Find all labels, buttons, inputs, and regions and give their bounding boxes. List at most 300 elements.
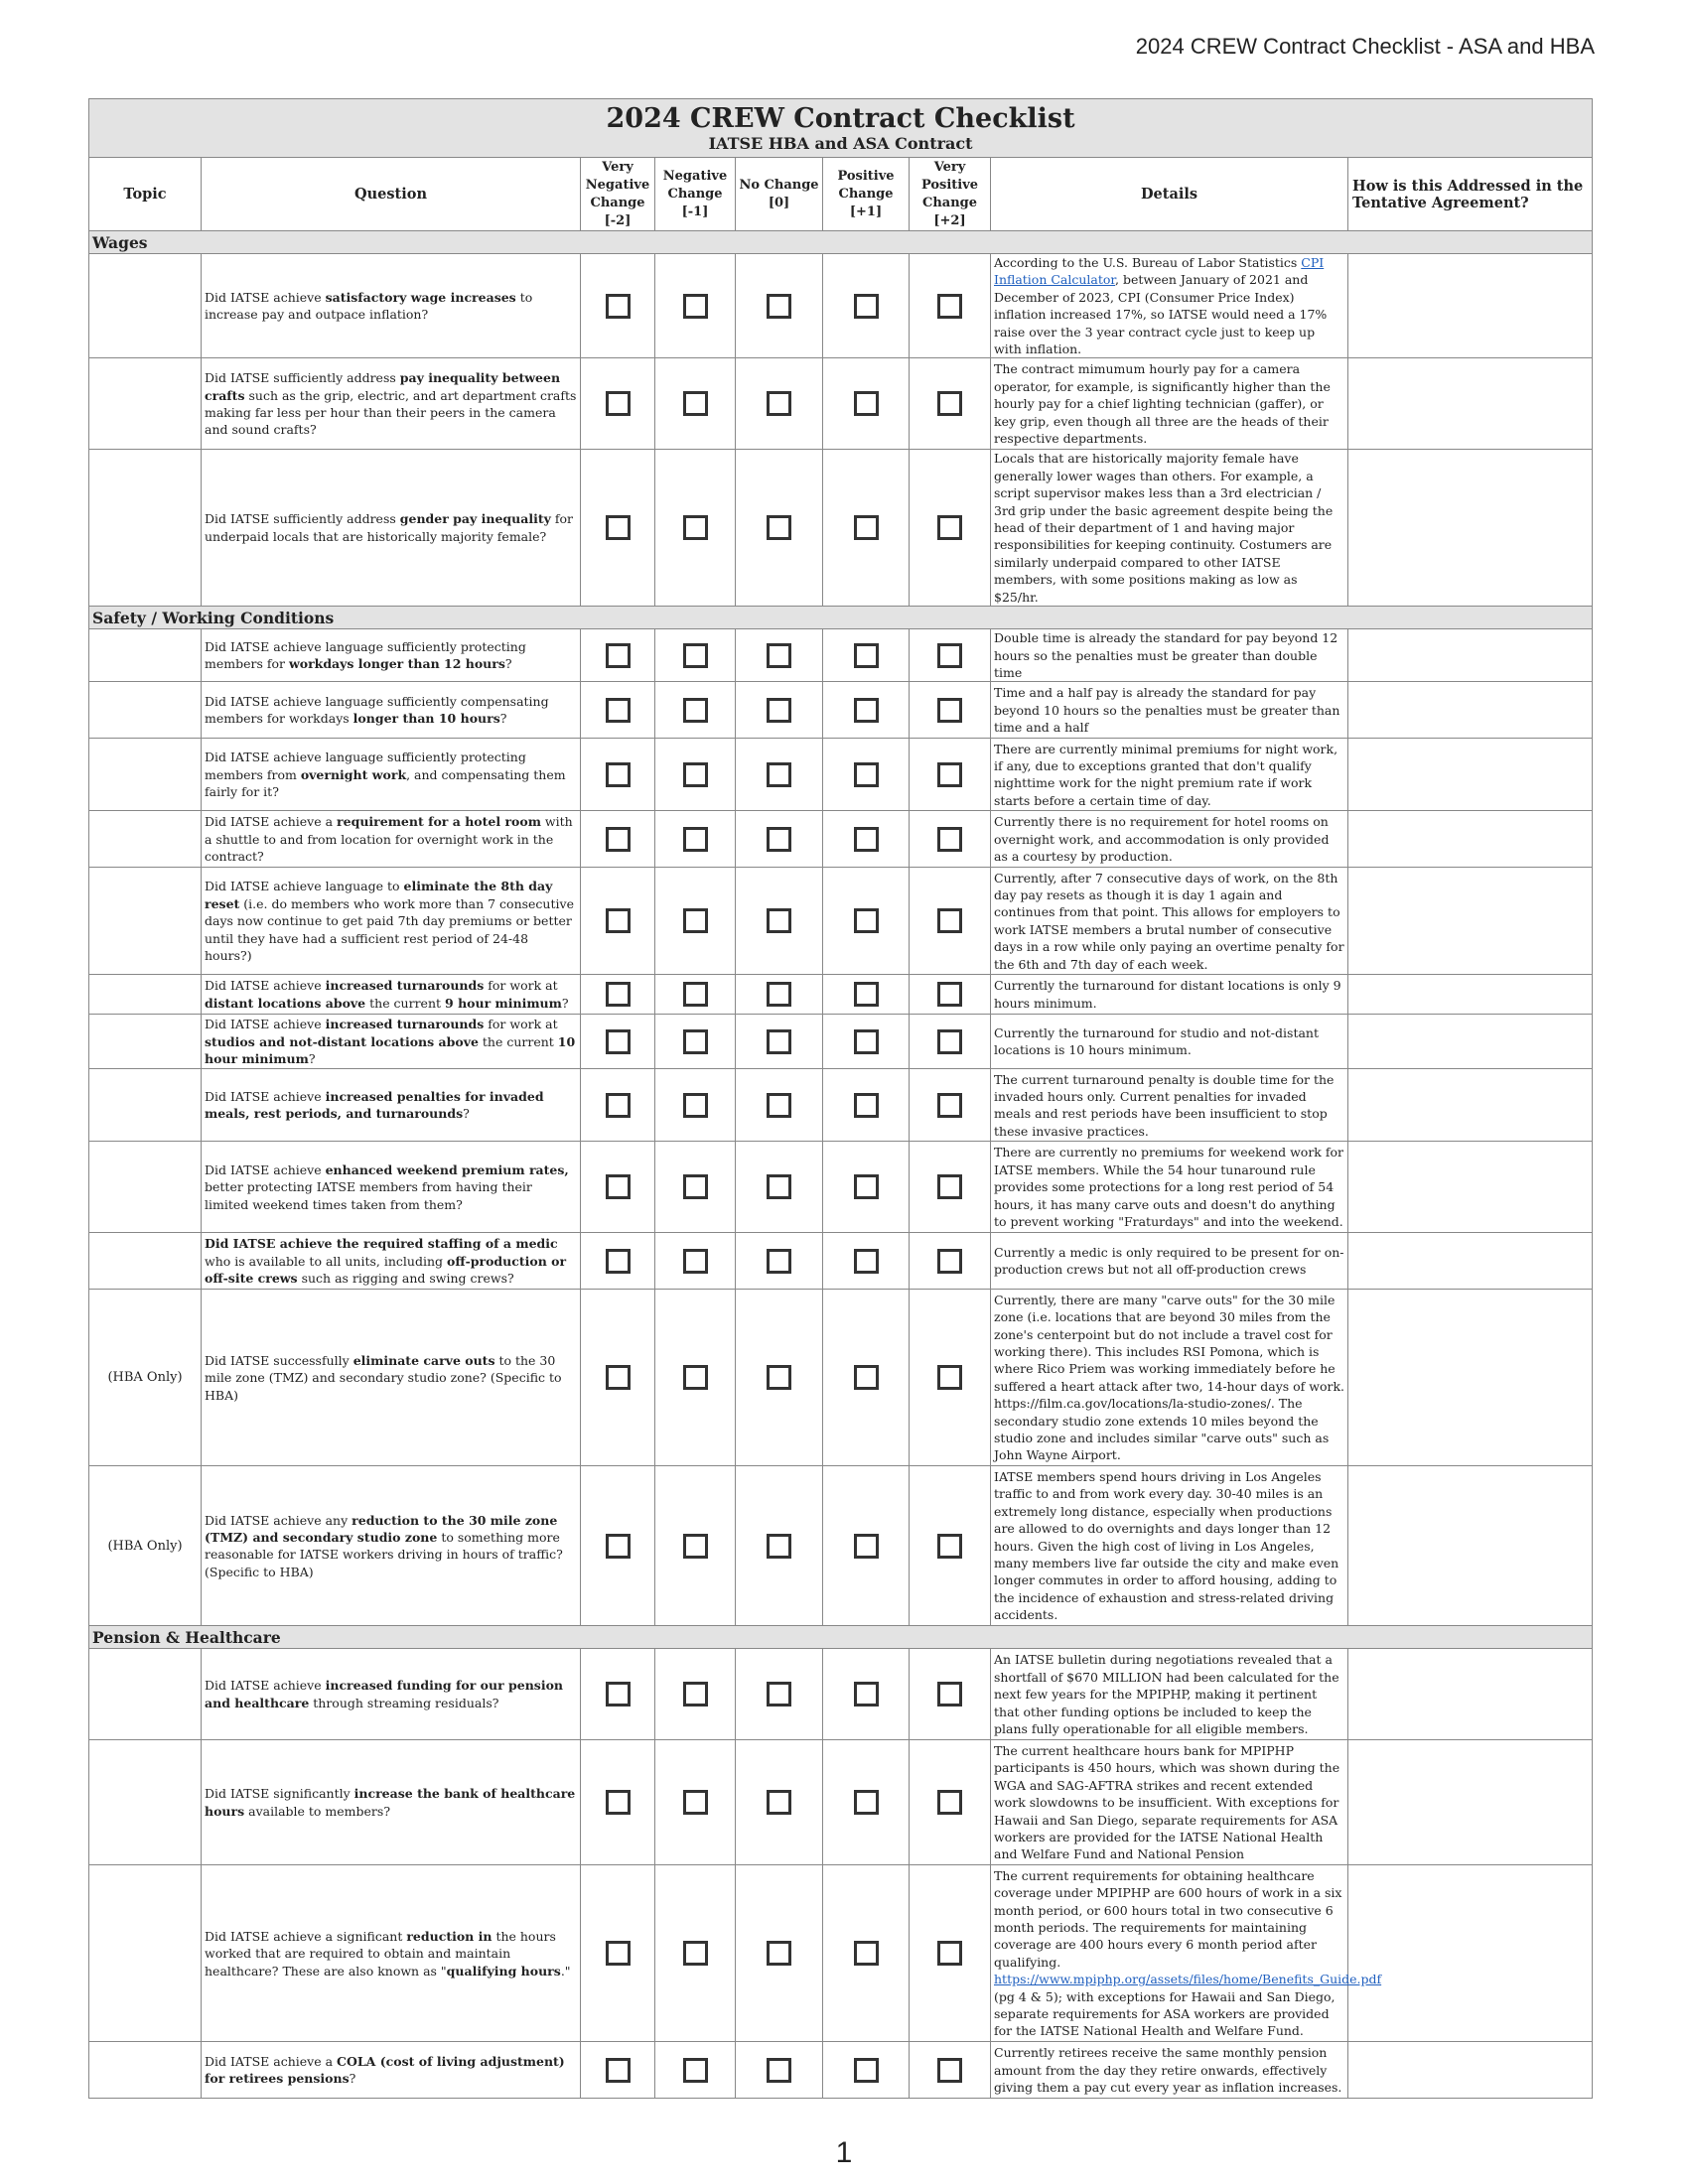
question-text: the current [478,1033,558,1049]
rating-checkbox-no-change[interactable] [767,698,791,723]
rating-cell-negative [655,1865,736,2042]
rating-checkbox-positive[interactable] [854,762,879,787]
question-cell [202,975,581,1015]
rating-cell-very-negative [581,1233,655,1290]
rating-header-very-positive: Very Positive Change [+2] [910,158,991,231]
question-cell [202,1466,581,1626]
tentative-agreement-cell[interactable] [1348,629,1593,682]
tentative-agreement-cell[interactable] [1348,1290,1593,1466]
topic-cell [89,629,202,682]
topic-cell [89,2042,202,2099]
checklist-row [89,739,1593,811]
rating-checkbox-positive[interactable] [854,294,879,319]
rating-checkbox-very-negative[interactable] [606,982,631,1007]
rating-cell-positive [823,975,910,1015]
rating-checkbox-positive[interactable] [854,698,879,723]
rating-checkbox-no-change[interactable] [767,1093,791,1118]
tentative-agreement-cell[interactable] [1348,1069,1593,1142]
details-cell [991,1649,1348,1740]
rating-checkbox-very-negative[interactable] [606,1029,631,1054]
rating-checkbox-positive[interactable] [854,1534,879,1559]
question-text: Did IATSE sufficiently address [205,370,400,386]
rating-checkbox-no-change[interactable] [767,391,791,416]
column-header-row [89,158,1593,231]
rating-checkbox-negative[interactable] [683,1941,708,1966]
rating-cell-positive [823,2042,910,2099]
rating-checkbox-very-positive[interactable] [937,294,962,319]
rating-checkbox-no-change[interactable] [767,1534,791,1559]
rating-checkbox-very-positive[interactable] [937,1790,962,1815]
question-cell [202,811,581,868]
rating-checkbox-negative[interactable] [683,1029,708,1054]
checklist-row [89,682,1593,739]
rating-checkbox-negative[interactable] [683,643,708,668]
question-text: to increase pay and outpace inflation? [205,289,533,323]
rating-checkbox-very-positive[interactable] [937,1682,962,1706]
document-title: 2024 CREW Contract Checklist [606,103,1075,134]
rating-checkbox-very-positive[interactable] [937,515,962,540]
rating-checkbox-no-change[interactable] [767,643,791,668]
rating-checkbox-positive[interactable] [854,1029,879,1054]
rating-checkbox-very-negative[interactable] [606,698,631,723]
rating-checkbox-very-negative[interactable] [606,1941,631,1966]
checklist-row [89,450,1593,607]
tentative-agreement-cell[interactable] [1348,1740,1593,1865]
rating-cell-very-positive [910,1015,991,1069]
rating-cell-negative [655,811,736,868]
rating-header-very-negative: Very Negative Change [-2] [581,158,655,231]
rating-cell-positive [823,739,910,811]
rating-checkbox-very-negative[interactable] [606,391,631,416]
checklist-row [89,1649,1593,1740]
details-cell [991,629,1348,682]
question-text: Did IATSE achieve any [205,1512,352,1528]
rating-checkbox-positive[interactable] [854,515,879,540]
question-emphasis: overnight work [300,766,407,782]
question-emphasis: eliminate the 8th day reset [205,879,553,911]
details-cell [991,2042,1348,2099]
question-text: for underpaid locals that are historically majority female? [205,511,573,544]
rating-checkbox-no-change[interactable] [767,1249,791,1274]
question-emphasis: increased penalties for invaded meals, rest periods, and turnarounds [205,1088,544,1122]
rating-cell-very-negative [581,1142,655,1233]
rating-checkbox-positive[interactable] [854,1249,879,1274]
question-cell [202,450,581,607]
topic-cell [89,682,202,739]
question-emphasis: requirement for a hotel room [337,814,541,830]
details-cell [991,811,1348,868]
question-emphasis: increased turnarounds [325,1017,485,1032]
rating-checkbox-positive[interactable] [854,2058,879,2083]
question-text: such as rigging and swing crews? [297,1271,514,1287]
section-header-row [89,1626,1593,1649]
rating-cell-very-negative [581,1865,655,2042]
question-cell [202,2042,581,2099]
question-text: Did IATSE achieve language sufficiently protecting members from [205,750,526,782]
rating-checkbox-no-change[interactable] [767,1174,791,1199]
rating-cell-positive [823,1649,910,1740]
topic-cell [89,1142,202,1233]
tentative-agreement-cell[interactable] [1348,811,1593,868]
rating-checkbox-very-negative[interactable] [606,1682,631,1706]
section-title: Safety / Working Conditions [89,607,1593,629]
rating-checkbox-very-negative[interactable] [606,515,631,540]
rating-cell-negative [655,868,736,975]
rating-cell-very-positive [910,358,991,450]
question-emphasis: enhanced weekend premium rates, [325,1161,569,1177]
rating-checkbox-positive[interactable] [854,1941,879,1966]
rating-cell-negative [655,1466,736,1626]
question-emphasis: COLA (cost of living adjustment) for retirees pensions [205,2053,565,2087]
question-text: Did IATSE achieve language to [205,879,404,894]
section-title: Pension & Healthcare [89,1626,1593,1649]
rating-cell-very-positive [910,975,991,1015]
rating-checkbox-very-negative[interactable] [606,643,631,668]
tentative-agreement-cell[interactable] [1348,1015,1593,1069]
rating-checkbox-very-positive[interactable] [937,391,962,416]
tentative-agreement-cell[interactable] [1348,739,1593,811]
rating-checkbox-negative[interactable] [683,982,708,1007]
rating-checkbox-very-positive[interactable] [937,827,962,852]
rating-checkbox-very-negative[interactable] [606,1093,631,1118]
question-text: to something more reasonable for IATSE workers driving in hours of traffic? (Specific to HBA) [205,1529,563,1579]
rating-checkbox-very-negative[interactable] [606,827,631,852]
rating-cell-very-positive [910,811,991,868]
question-text: , and compensating them fairly for it? [205,766,566,800]
details-text: Currently the turnaround for studio and not-distant locations is 10 hours minimum. [994,1024,1319,1058]
title-row [89,99,1593,158]
question-text: ? [308,1051,316,1067]
question-emphasis: 10 hour minimum [205,1033,576,1067]
question-cell [202,1649,581,1740]
rating-cell-very-negative [581,868,655,975]
rating-checkbox-negative[interactable] [683,1249,708,1274]
tentative-agreement-cell[interactable] [1348,2042,1593,2099]
tentative-agreement-cell[interactable] [1348,975,1593,1015]
question-emphasis: satisfactory wage increases [325,289,516,305]
rating-checkbox-positive[interactable] [854,1093,879,1118]
topic-cell [89,1233,202,1290]
tentative-agreement-cell[interactable] [1348,682,1593,739]
rating-checkbox-negative[interactable] [683,1174,708,1199]
tentative-agreement-cell[interactable] [1348,450,1593,607]
question-text: ? [504,656,512,672]
details-text: An IATSE bulletin during negotiations revealed that a shortfall of $670 MILLION had been calculated for the next few years for the MPIPHP, making it pertinent that other funding options be included to keep the plans fully operationable for all eligible members. [994,1652,1339,1736]
rating-checkbox-no-change[interactable] [767,982,791,1007]
rating-checkbox-no-change[interactable] [767,1365,791,1390]
topic-cell [89,1649,202,1740]
question-emphasis: longer than 10 hours [352,711,500,727]
rating-checkbox-very-positive[interactable] [937,698,962,723]
details-cell [991,358,1348,450]
question-text: ." [560,1963,571,1979]
rating-cell-positive [823,629,910,682]
rating-checkbox-very-positive[interactable] [937,1365,962,1390]
details-text: Currently there is no requirement for hotel rooms on overnight work, and accommodation is only provided as a courtesy by production. [994,814,1330,865]
rating-checkbox-very-positive[interactable] [937,1029,962,1054]
rating-cell-very-negative [581,1740,655,1865]
checklist-row [89,811,1593,868]
rating-checkbox-positive[interactable] [854,827,879,852]
details-text: There are currently no premiums for weekend work for IATSE members. While the 54 hour tunaround rule provides some protections for a long rest period of 54 hours, it has many carve outs and doesn't do anything to prevent working "Fraturdays" and into the weekend. [994,1145,1343,1229]
details-cell [991,868,1348,975]
rating-cell-no-change [736,1069,823,1142]
rating-checkbox-negative[interactable] [683,294,708,319]
tentative-agreement-cell[interactable] [1348,1142,1593,1233]
rating-checkbox-very-negative[interactable] [606,762,631,787]
rating-cell-very-negative [581,682,655,739]
rating-checkbox-very-negative[interactable] [606,1174,631,1199]
tentative-agreement-cell[interactable] [1348,1865,1593,2042]
checklist-row [89,1466,1593,1626]
question-emphasis: distant locations above [205,995,366,1011]
rating-header-no-change: No Change [0] [736,158,823,231]
rating-cell-negative [655,254,736,358]
rating-checkbox-very-negative[interactable] [606,1790,631,1815]
rating-cell-positive [823,682,910,739]
rating-checkbox-negative[interactable] [683,1093,708,1118]
details-text: , between January of 2021 and December of 2023, CPI (Consumer Price Index) inflation increased 17%, so IATSE would need a 17% raise over the 3 year contract cycle just to keep up with inflation. [994,272,1328,357]
rating-checkbox-no-change[interactable] [767,762,791,787]
rating-checkbox-very-negative[interactable] [606,2058,631,2083]
document-subtitle: IATSE HBA and ASA Contract [708,134,973,153]
details-text: The contract mimumum hourly pay for a camera operator, for example, is significantly higher than the hourly pay for a chief lighting technician (gaffer), or key grip, even though all three are the heads of their respective departments. [994,361,1331,447]
question-cell [202,682,581,739]
rating-cell-very-positive [910,1233,991,1290]
rating-checkbox-very-negative[interactable] [606,1249,631,1274]
details-text: Currently, there are many "carve outs" for the 30 mile zone (i.e. locations that are beyond 30 miles from the zone's centerpoint but do not include a travel cost for working there). This includes RSI Pomona, which is where Rico Priem was working immediately before he suffered a heart attack after two, 14-hour days of work. https://film.ca.gov/locations/la-studio-zones/. The secondary studio zone extends 10 miles beyond the studio zone and includes similar "carve outs" such as John Wayne Airport. [994,1292,1345,1463]
tentative-agreement-cell[interactable] [1348,358,1593,450]
question-emphasis: pay inequality between crafts [205,370,561,403]
rating-checkbox-very-negative[interactable] [606,1365,631,1390]
details-link[interactable]: CPI Inflation Calculator [994,255,1325,288]
question-cell [202,629,581,682]
tentative-agreement-cell[interactable] [1348,1466,1593,1626]
details-cell [991,1069,1348,1142]
topic-cell [89,868,202,975]
rating-checkbox-negative[interactable] [683,1682,708,1706]
addressed-header: How is this Addressed in the Tentative Agreement? [1348,158,1593,231]
rating-checkbox-no-change[interactable] [767,515,791,540]
question-emphasis: qualifying hours [446,1963,561,1979]
rating-cell-no-change [736,2042,823,2099]
details-link[interactable]: https://www.mpiphp.org/assets/files/home/Benefits_Guide.pdf [994,1972,1382,1987]
rating-cell-no-change [736,811,823,868]
rating-checkbox-no-change[interactable] [767,294,791,319]
details-text: According to the U.S. Bureau of Labor Statistics [994,255,1302,270]
rating-checkbox-no-change[interactable] [767,1790,791,1815]
details-text: (pg 4 & 5); with exceptions for Hawaii and San Diego, separate requirements for ASA workers are provided for the IATSE National Health and Welfare Fund. [994,1988,1336,2039]
topic-cell [89,1740,202,1865]
rating-cell-no-change [736,975,823,1015]
rating-cell-very-negative [581,2042,655,2099]
rating-cell-positive [823,1015,910,1069]
rating-checkbox-negative[interactable] [683,908,708,933]
question-text: to the 30 mile zone (TMZ) and secondary studio zone? (Specific to HBA) [205,1352,562,1403]
rating-cell-very-positive [910,682,991,739]
rating-cell-no-change [736,1740,823,1865]
section-title: Wages [89,231,1593,254]
rating-cell-positive [823,1466,910,1626]
rating-checkbox-positive[interactable] [854,982,879,1007]
details-cell [991,682,1348,739]
rating-checkbox-no-change[interactable] [767,1682,791,1706]
checklist-row [89,1015,1593,1069]
question-cell [202,1290,581,1466]
rating-checkbox-no-change[interactable] [767,827,791,852]
tentative-agreement-cell[interactable] [1348,1233,1593,1290]
details-text: Currently retirees receive the same monthly pension amount from the day they retire onwards, effectively giving them a pay cut every year as inflation increases. [994,2045,1342,2096]
rating-cell-very-positive [910,1290,991,1466]
rating-checkbox-very-positive[interactable] [937,1093,962,1118]
checklist-table [88,98,1593,2099]
rating-cell-very-positive [910,1649,991,1740]
rating-cell-very-negative [581,1649,655,1740]
question-text: such as the grip, electric, and art department crafts making far less per hour than their peers in the camera and sound crafts? [205,387,577,438]
question-emphasis: gender pay inequality [399,511,551,527]
rating-checkbox-negative[interactable] [683,515,708,540]
tentative-agreement-cell[interactable] [1348,254,1593,358]
rating-checkbox-very-positive[interactable] [937,1534,962,1559]
rating-cell-very-negative [581,811,655,868]
details-text: The current turnaround penalty is double time for the invaded hours only. Current penalties for invaded meals and rest periods have been insufficient to stop these invasive practices. [994,1071,1335,1139]
checklist-row [89,1740,1593,1865]
checklist-row [89,1069,1593,1142]
question-text: Did IATSE achieve [205,1678,326,1694]
details-text: Locals that are historically majority female have generally lower wages than others. For example, a script supervisor makes less than a 3rd electrician / 3rd grip under the basic agreement despite being the head of their department of 1 and having major responsibilities for keeping continuity. Costumers are similarly underpaid compared to other IATSE members, with some positions making as low as $25/hr. [994,451,1334,605]
rating-checkbox-very-positive[interactable] [937,762,962,787]
rating-checkbox-very-positive[interactable] [937,1941,962,1966]
rating-cell-no-change [736,254,823,358]
details-text: IATSE members spend hours driving in Los Angeles traffic to and from work every day. 30-40 miles is an extremely long distance, especially when productions are allowed to do overnights and days longer than 12 hours. Given the high cost of living in Los Angeles, many members live far outside the city and make even longer commutes in order to afford housing, adding to the incidence of exhaustion and stress-related driving accidents. [994,1468,1339,1623]
rating-cell-positive [823,1233,910,1290]
rating-checkbox-very-negative[interactable] [606,1534,631,1559]
rating-header-positive: Positive Change [+1] [823,158,910,231]
rating-cell-very-negative [581,1466,655,1626]
rating-checkbox-positive[interactable] [854,643,879,668]
rating-cell-very-negative [581,1290,655,1466]
rating-checkbox-positive[interactable] [854,1365,879,1390]
rating-checkbox-very-positive[interactable] [937,2058,962,2083]
rating-checkbox-negative[interactable] [683,698,708,723]
rating-checkbox-no-change[interactable] [767,1029,791,1054]
question-cell [202,254,581,358]
rating-checkbox-no-change[interactable] [767,1941,791,1966]
details-cell [991,450,1348,607]
question-emphasis: reduction to the 30 mile zone (TMZ) and secondary studio zone [205,1512,558,1545]
rating-cell-no-change [736,1142,823,1233]
rating-checkbox-very-positive[interactable] [937,908,962,933]
rating-cell-positive [823,1740,910,1865]
rating-cell-negative [655,450,736,607]
question-text: Did IATSE significantly [205,1786,354,1802]
tentative-agreement-cell[interactable] [1348,1649,1593,1740]
details-text: Time and a half pay is already the standard for pay beyond 10 hours so the penalties must be greater than time and a half [994,685,1340,736]
rating-cell-very-positive [910,1740,991,1865]
rating-checkbox-negative[interactable] [683,1365,708,1390]
question-text: who is available to all units, including [205,1253,447,1269]
question-emphasis: Did IATSE achieve the required staffing of a medic [205,1236,558,1252]
details-text: The current requirements for obtaining healthcare coverage under MPIPHP are 600 hours of work in a six month period, or 600 hours total in two consecutive 6 month periods. The requirements for maintaining coverage are 400 hours every 6 month period after qualifying. [994,1867,1342,1970]
rating-checkbox-positive[interactable] [854,1682,879,1706]
rating-checkbox-negative[interactable] [683,827,708,852]
rating-checkbox-negative[interactable] [683,1534,708,1559]
running-header: 2024 CREW Contract Checklist - ASA and HBA [1135,34,1595,59]
rating-checkbox-no-change[interactable] [767,2058,791,2083]
topic-cell: (HBA Only) [89,1466,202,1626]
rating-checkbox-positive[interactable] [854,1174,879,1199]
rating-cell-no-change [736,358,823,450]
question-emphasis: increase the bank of healthcare hours [205,1786,576,1819]
rating-cell-negative [655,1233,736,1290]
rating-checkbox-very-negative[interactable] [606,294,631,319]
question-text: Did IATSE successfully [205,1352,353,1368]
rating-checkbox-very-positive[interactable] [937,1249,962,1274]
rating-checkbox-positive[interactable] [854,391,879,416]
topic-cell [89,254,202,358]
rating-cell-negative [655,1015,736,1069]
rating-checkbox-negative[interactable] [683,391,708,416]
checklist-row [89,1865,1593,2042]
rating-checkbox-very-positive[interactable] [937,982,962,1007]
topic-cell [89,811,202,868]
rating-cell-no-change [736,1649,823,1740]
question-emphasis: studios and not-distant locations above [205,1033,479,1049]
question-text: better protecting IATSE members from having their limited weekend times taken from them? [205,1179,532,1212]
rating-header-negative: Negative Change [-1] [655,158,736,231]
rating-cell-positive [823,1142,910,1233]
question-emphasis: off-production or off-site crews [205,1253,567,1287]
question-emphasis: workdays longer than 12 hours [288,656,505,672]
rating-cell-negative [655,1740,736,1865]
rating-cell-negative [655,1649,736,1740]
rating-checkbox-negative[interactable] [683,762,708,787]
topic-cell [89,1069,202,1142]
rating-cell-very-negative [581,358,655,450]
rating-cell-very-negative [581,629,655,682]
rating-cell-very-positive [910,450,991,607]
rating-cell-no-change [736,682,823,739]
question-text: Did IATSE achieve [205,289,326,305]
tentative-agreement-cell[interactable] [1348,868,1593,975]
rating-checkbox-very-negative[interactable] [606,908,631,933]
topic-cell [89,450,202,607]
rating-checkbox-negative[interactable] [683,2058,708,2083]
topic-cell [89,1865,202,2042]
rating-checkbox-no-change[interactable] [767,908,791,933]
rating-cell-negative [655,1290,736,1466]
details-header: Details [991,158,1348,231]
section-header-row [89,607,1593,629]
question-text: Did IATSE achieve language sufficiently protecting members for [205,638,526,672]
rating-checkbox-very-positive[interactable] [937,1174,962,1199]
rating-cell-positive [823,811,910,868]
topic-cell [89,1015,202,1069]
rating-checkbox-very-positive[interactable] [937,643,962,668]
question-cell [202,739,581,811]
rating-cell-very-negative [581,450,655,607]
question-cell [202,1142,581,1233]
rating-checkbox-positive[interactable] [854,908,879,933]
details-cell [991,1015,1348,1069]
question-cell [202,868,581,975]
details-cell [991,1740,1348,1865]
rating-checkbox-negative[interactable] [683,1790,708,1815]
rating-checkbox-positive[interactable] [854,1790,879,1815]
details-text: Currently the turnaround for distant locations is only 9 hours minimum. [994,978,1341,1011]
question-text: available to members? [244,1803,391,1819]
rating-cell-negative [655,682,736,739]
